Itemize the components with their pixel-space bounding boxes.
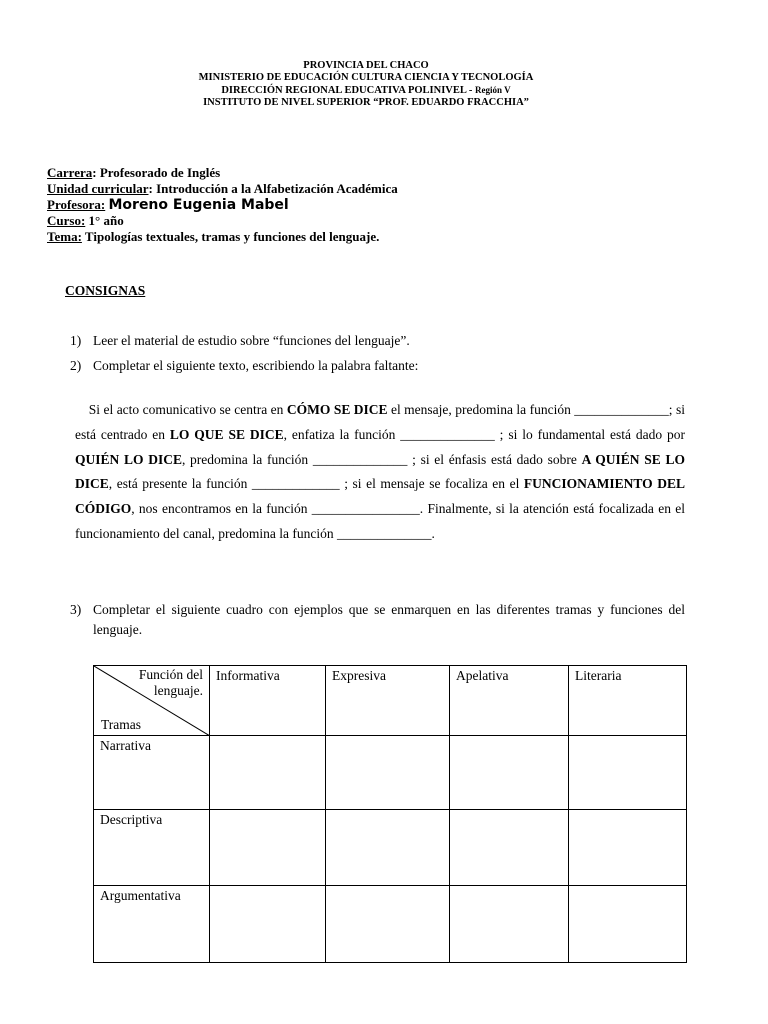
column-header-literaria: Literaria: [569, 666, 687, 736]
corner-function-label-2: lenguaje.: [153, 683, 203, 698]
para-text-1: Si el acto comunicativo se centra en: [88, 402, 287, 417]
table-cell-narrativa-literaria[interactable]: [569, 736, 687, 810]
tema-value: Tipologías textuales, tramas y funciones del lenguaje.: [84, 229, 380, 244]
para-bold-1: CÓMO SE DICE: [286, 402, 388, 417]
document-header: [0, 60, 732, 109]
unidad-label: Unidad curricular: [47, 181, 149, 196]
header-direction-main: DIRECCIÓN REGIONAL EDUCATIVA POLINIVEL -: [221, 85, 476, 96]
unidad-line: [47, 181, 398, 197]
table-row: [94, 736, 687, 810]
column-header-expresiva: Expresiva: [326, 666, 450, 736]
para-text-5: , está presente la función _____________ ; si el mensaje se focaliza en el: [108, 476, 524, 492]
profesora-value: Moreno Eugenia Mabel: [108, 197, 289, 213]
curso-label: Curso:: [47, 213, 86, 228]
carrera-line: [47, 165, 398, 181]
instruction-2-number: 2): [70, 358, 82, 373]
header-direction: [0, 84, 732, 97]
para-text-4: , predomina la función ______________ ; si el énfasis está dado sobre: [181, 451, 582, 467]
table-cell-narrativa-apelativa[interactable]: [450, 736, 569, 810]
carrera-value: : Profesorado de Inglés: [92, 165, 221, 180]
instruction-3-text: Completar el siguiente cuadro con ejemplos que se enmarquen en las diferentes tramas y funciones del lenguaje.: [93, 602, 685, 637]
table-cell-argumentativa-informativa[interactable]: [210, 886, 326, 963]
instruction-1-number: 1): [70, 333, 82, 348]
tema-label: Tema:: [47, 229, 82, 244]
carrera-label: Carrera: [47, 165, 93, 180]
table-cell-narrativa-informativa[interactable]: [210, 736, 326, 810]
column-header-informativa: Informativa: [210, 666, 326, 736]
unidad-value: : Introducción a la Alfabetización Académica: [148, 181, 398, 196]
table-header-row: [94, 666, 687, 736]
instruction-3: [70, 600, 685, 640]
course-info: [47, 165, 398, 245]
para-bold-3: QUIÉN LO DICE: [75, 451, 182, 467]
table-cell-descriptiva-literaria[interactable]: [569, 810, 687, 886]
header-institute: INSTITUTO DE NIVEL SUPERIOR “PROF. EDUARDO FRACCHIA”: [203, 97, 529, 108]
table-cell-descriptiva-informativa[interactable]: [210, 810, 326, 886]
para-text-6: , nos encontramos en la función ________________. Finalmente, si la atención está focalizada en el funcionamiento del canal, predomina la función ______________.: [75, 501, 685, 541]
instruction-2: [70, 356, 418, 376]
column-header-apelativa: Apelativa: [450, 666, 569, 736]
para-bold-5: FUNCIONAMIENTO DEL CÓDIGO: [75, 476, 686, 517]
instruction-2-text: Completar el siguiente texto, escribiendo la palabra faltante:: [93, 358, 419, 373]
consignas-heading: CONSIGNAS: [65, 283, 146, 298]
profesora-label: Profesora:: [47, 197, 106, 212]
instruction-3-number: 3): [70, 602, 82, 617]
header-province: PROVINCIA DEL CHACO: [303, 60, 429, 71]
table-cell-argumentativa-apelativa[interactable]: [450, 886, 569, 963]
fill-in-paragraph: [75, 398, 685, 547]
corner-tramas-label: Tramas: [101, 717, 142, 732]
header-region: Región V: [475, 85, 511, 95]
instruction-1: [70, 331, 410, 351]
row-header-argumentativa: Argumentativa: [94, 886, 210, 963]
curso-value: 1° año: [88, 213, 124, 228]
table-corner-cell: [94, 666, 210, 736]
para-bold-2: LO QUE SE DICE: [169, 426, 284, 442]
para-text-2: el mensaje, predomina la función ______________; si está centrado en: [75, 402, 686, 442]
table-row: [94, 886, 687, 963]
curso-line: [47, 213, 398, 229]
table-cell-narrativa-expresiva[interactable]: [326, 736, 450, 810]
corner-function-label: [139, 667, 203, 699]
tema-line: [47, 229, 398, 245]
table-cell-argumentativa-expresiva[interactable]: [326, 886, 450, 963]
row-header-narrativa: Narrativa: [94, 736, 210, 810]
table-cell-descriptiva-expresiva[interactable]: [326, 810, 450, 886]
corner-function-label-1: Función del: [138, 667, 203, 682]
profesora-line: [47, 197, 398, 213]
table-row: [94, 810, 687, 886]
table-cell-descriptiva-apelativa[interactable]: [450, 810, 569, 886]
row-header-descriptiva: Descriptiva: [94, 810, 210, 886]
functions-table: [93, 665, 687, 963]
instruction-1-text: Leer el material de estudio sobre “funciones del lenguaje”.: [93, 333, 410, 348]
header-ministry: MINISTERIO DE EDUCACIÓN CULTURA CIENCIA Y TECNOLOGÍA: [198, 72, 534, 83]
para-bold-4: A QUIÉN SE LO DICE: [75, 451, 686, 492]
table-cell-argumentativa-literaria[interactable]: [569, 886, 687, 963]
para-text-3: , enfatiza la función ______________ ; si lo fundamental está dado por: [283, 426, 686, 442]
